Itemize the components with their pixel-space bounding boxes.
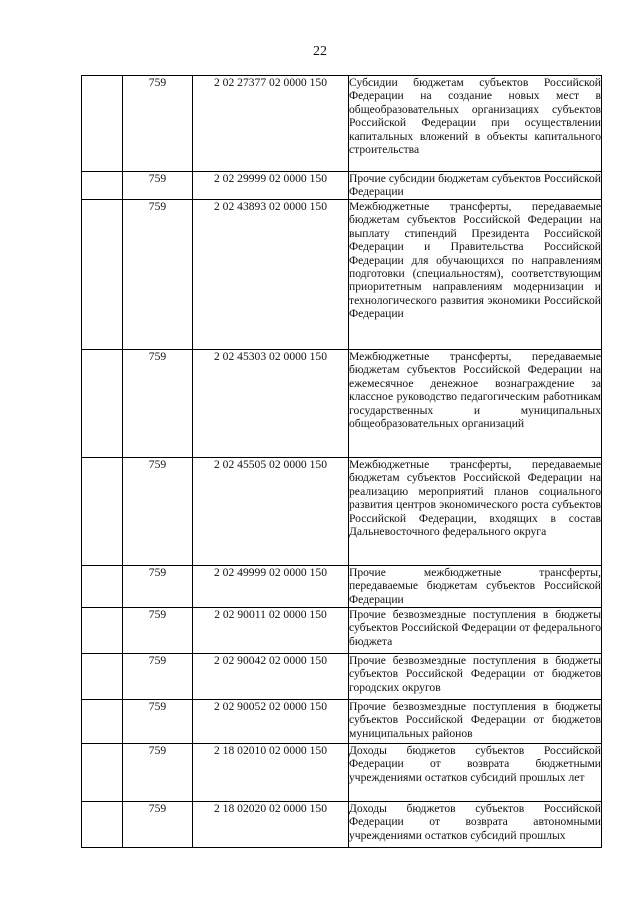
revenue-name-cell: Прочие безвозмездные поступления в бюджеты субъектов Российской Федерации от федерального бюджета bbox=[349, 608, 602, 654]
revenue-name-cell: Межбюджетные трансферты, передаваемые бюджетам субъектов Российской Федерации на выплату стипендий Президента Российской Федерации и Правительства Российской Федерации для обучающихся по направлениям подготовки (специальностям), соответствующим приоритетным направлениям модернизации и технологического развития экономики Российской Федерации bbox=[349, 200, 602, 350]
empty-cell bbox=[82, 802, 123, 848]
admin-code-cell: 759 bbox=[123, 76, 193, 172]
table-row bbox=[82, 172, 602, 200]
budget-code-cell: 2 18 02010 02 0000 150 bbox=[193, 744, 349, 802]
table-row bbox=[82, 458, 602, 566]
empty-cell bbox=[82, 566, 123, 608]
table-row bbox=[82, 802, 602, 848]
admin-code-cell: 759 bbox=[123, 458, 193, 566]
empty-cell bbox=[82, 76, 123, 172]
admin-code-cell: 759 bbox=[123, 700, 193, 744]
revenue-name-cell: Субсидии бюджетам субъектов Российской Федерации на создание новых мест в общеобразовательных организациях субъектов Российской Федерации при осуществлении капитальных вложений в объекты капитального строительства bbox=[349, 76, 602, 172]
budget-code-cell: 2 02 90042 02 0000 150 bbox=[193, 654, 349, 700]
revenue-name-cell: Прочие безвозмездные поступления в бюджеты субъектов Российской Федерации от бюджетов городских округов bbox=[349, 654, 602, 700]
budget-code-cell: 2 02 90052 02 0000 150 bbox=[193, 700, 349, 744]
revenue-name-cell: Прочие межбюджетные трансферты, передаваемые бюджетам субъектов Российской Федерации bbox=[349, 566, 601, 606]
admin-code-cell: 759 bbox=[123, 172, 193, 200]
revenue-name-cell: Доходы бюджетов субъектов Российской Федерации от возврата автономными учреждениями остатков субсидий прошлых bbox=[349, 802, 602, 848]
budget-code-cell: 2 02 49999 02 0000 150 bbox=[193, 566, 349, 608]
table-row bbox=[82, 566, 602, 608]
table-row bbox=[82, 700, 602, 744]
empty-cell bbox=[82, 654, 123, 700]
table-row bbox=[82, 200, 602, 350]
admin-code-cell: 759 bbox=[123, 350, 193, 458]
budget-code-cell: 2 02 45505 02 0000 150 bbox=[193, 458, 349, 566]
budget-code-cell: 2 02 43893 02 0000 150 bbox=[193, 200, 349, 350]
admin-code-cell: 759 bbox=[123, 654, 193, 700]
budget-code-cell: 2 18 02020 02 0000 150 bbox=[193, 802, 349, 848]
table-row bbox=[82, 608, 602, 654]
empty-cell bbox=[82, 700, 123, 744]
empty-cell bbox=[82, 200, 123, 350]
page-number: 22 bbox=[313, 44, 327, 59]
admin-code-cell: 759 bbox=[123, 200, 193, 350]
empty-cell bbox=[82, 172, 123, 200]
admin-code-cell: 759 bbox=[123, 566, 193, 608]
revenue-name-cell: Межбюджетные трансферты, передаваемые бюджетам субъектов Российской Федерации на реализацию мероприятий планов социального развития центров экономического роста субъектов Российской Федерации, входящих в состав Дальневосточного федерального округа bbox=[349, 458, 602, 566]
admin-code-cell: 759 bbox=[123, 802, 193, 848]
admin-code-cell: 759 bbox=[123, 744, 193, 802]
table-row bbox=[82, 654, 602, 700]
empty-cell bbox=[82, 458, 123, 566]
revenue-name-cell: Прочие безвозмездные поступления в бюджеты субъектов Российской Федерации от бюджетов муниципальных районов bbox=[349, 700, 602, 744]
admin-code-cell: 759 bbox=[123, 608, 193, 654]
empty-cell bbox=[82, 350, 123, 458]
table-row bbox=[82, 744, 602, 802]
budget-code-cell: 2 02 45303 02 0000 150 bbox=[193, 350, 349, 458]
revenue-name-cell: Прочие субсидии бюджетам субъектов Российской Федерации bbox=[349, 172, 601, 199]
budget-code-cell: 2 02 90011 02 0000 150 bbox=[193, 608, 349, 654]
revenue-name-cell: Межбюджетные трансферты, передаваемые бюджетам субъектов Российской Федерации на ежемесячное денежное вознаграждение за классное руководство педагогическим работникам государственных и муниципальных общеобразовательных организаций bbox=[349, 350, 602, 458]
budget-code-cell: 2 02 27377 02 0000 150 bbox=[193, 76, 349, 172]
revenue-codes-table bbox=[81, 75, 602, 848]
empty-cell bbox=[82, 608, 123, 654]
table-row bbox=[82, 350, 602, 458]
empty-cell bbox=[82, 744, 123, 802]
table-row bbox=[82, 76, 602, 172]
budget-code-cell: 2 02 29999 02 0000 150 bbox=[193, 172, 349, 200]
revenue-name-cell: Доходы бюджетов субъектов Российской Федерации от возврата бюджетными учреждениями остатков субсидий прошлых лет bbox=[349, 744, 602, 802]
